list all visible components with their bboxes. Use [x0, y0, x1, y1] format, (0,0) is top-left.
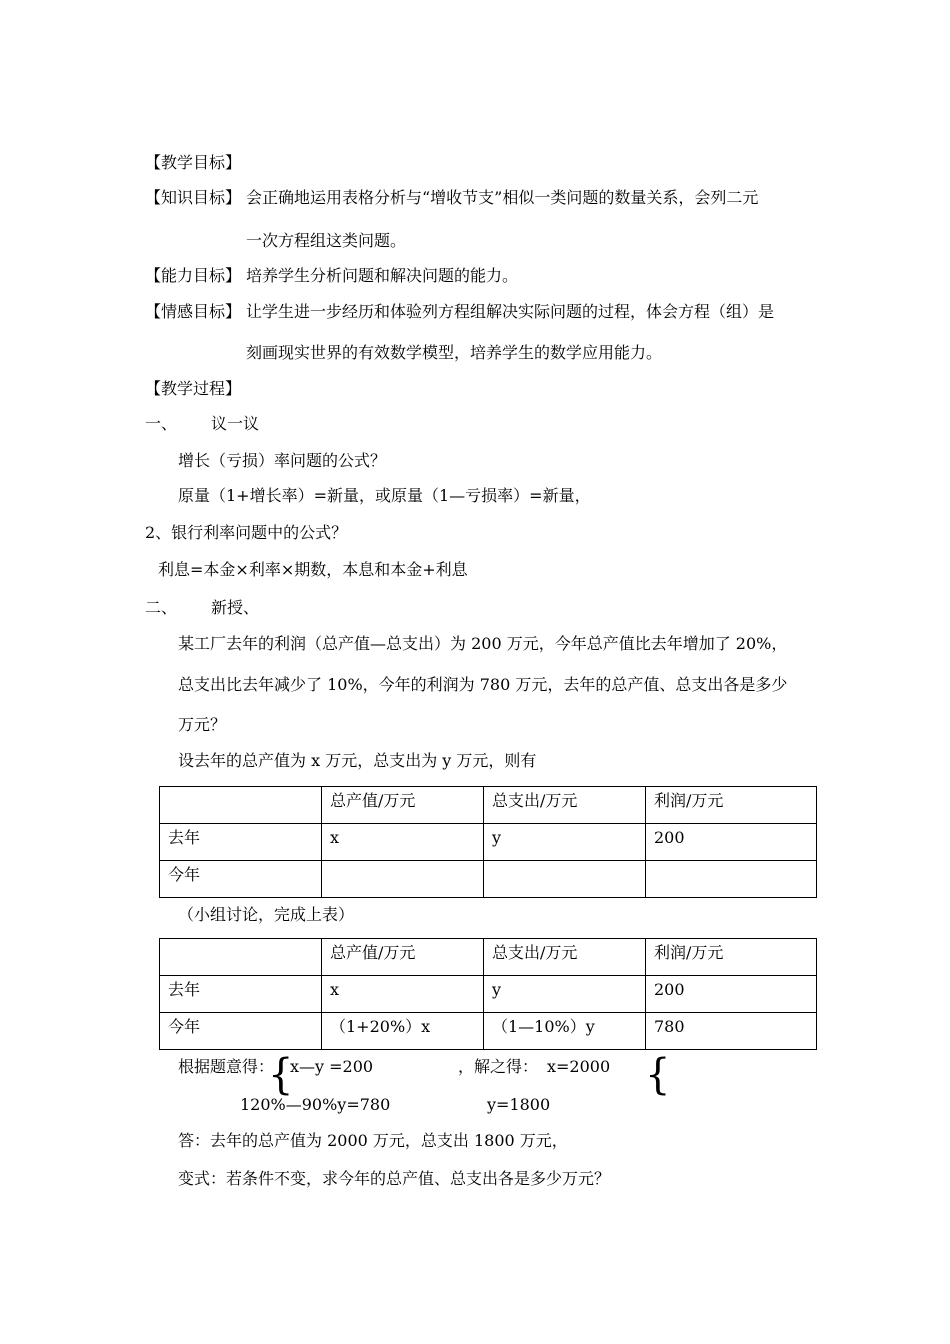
emotion-goal-text-line1: 让学生进一步经历和体验列方程组解决实际问题的过程，体会方程（组）是: [246, 302, 775, 321]
table-cell: y: [484, 976, 646, 1013]
solve-label: ，解之得：: [458, 1057, 539, 1076]
table-cell: [160, 787, 322, 824]
left-brace-icon: {: [268, 1050, 294, 1100]
table-cell: [322, 861, 484, 898]
section2-title: 新授、: [211, 598, 260, 617]
growth-rate-question: 增长（亏损）率问题的公式？: [178, 451, 387, 470]
table-cell: （1—10%）y: [484, 1013, 646, 1050]
table-cell: [646, 861, 817, 898]
emotion-goal-text-line2: 刻画现实世界的有效数学模型，培养学生的数学应用能力。: [246, 343, 663, 362]
answer-text: 答：去年的总产值为 2000 万元，总支出 1800 万元，: [178, 1131, 568, 1150]
table-cell: 去年: [160, 824, 322, 861]
equation-2: 120%—90%y=780: [240, 1095, 391, 1114]
ability-goal-label: 【能力目标】: [145, 266, 242, 285]
solution-x: x=2000: [547, 1057, 611, 1076]
growth-rate-formula: 原量（1+增长率）=新量，或原量（1—亏损率）=新量，: [178, 486, 591, 505]
knowledge-goal-label: 【知识目标】: [145, 188, 242, 207]
table-cell: [160, 939, 322, 976]
problem-text-line1: 某工厂去年的利润（总产值—总支出）为 200 万元，今年总产值比去年增加了 20%，: [178, 634, 788, 653]
table-header-cell: 总支出/万元: [484, 787, 646, 824]
section1-number: 一、: [145, 414, 178, 433]
problem-text-line3: 万元？: [178, 715, 227, 734]
table-cell: 200: [646, 824, 817, 861]
analysis-table-filled: [159, 938, 817, 1050]
variable-setup: 设去年的总产值为 x 万元，总支出为 y 万元，则有: [178, 751, 537, 770]
table-cell: [484, 861, 646, 898]
left-brace-icon: {: [645, 1050, 671, 1100]
table-cell: 780: [646, 1013, 817, 1050]
table-row: [160, 861, 817, 898]
table-cell: 去年: [160, 976, 322, 1013]
table-header-row: [160, 787, 817, 824]
table-cell: 200: [646, 976, 817, 1013]
problem-text-line2: 总支出比去年减少了 10%，今年的利润为 780 万元，去年的总产值、总支出各是多少: [178, 675, 788, 694]
teaching-goals-heading: 【教学目标】: [145, 153, 242, 172]
table-cell: x: [322, 976, 484, 1013]
equation-1: x—y =200: [290, 1057, 374, 1076]
table-header-cell: 总支出/万元: [484, 939, 646, 976]
table-cell: （1+20%）x: [322, 1013, 484, 1050]
knowledge-goal-text-line1: 会正确地运用表格分析与“增收节支”相似一类问题的数量关系，会列二元: [246, 188, 759, 207]
table-header-cell: 总产值/万元: [322, 787, 484, 824]
table-row: [160, 1013, 817, 1050]
interest-formula: 利息=本金×利率×期数，本息和本金+利息: [158, 560, 468, 579]
table-header-row: [160, 939, 817, 976]
solution-label: 根据题意得：: [178, 1057, 275, 1076]
interest-question: 2、银行利率问题中的公式？: [145, 523, 348, 542]
emotion-goal-label: 【情感目标】: [145, 302, 242, 321]
section1-title: 议一议: [211, 414, 260, 433]
table-cell: x: [322, 824, 484, 861]
table-cell: y: [484, 824, 646, 861]
solution-y: y=1800: [487, 1095, 551, 1114]
table-header-cell: 总产值/万元: [322, 939, 484, 976]
table-header-cell: 利润/万元: [646, 939, 817, 976]
teaching-process-heading: 【教学过程】: [145, 379, 242, 398]
table-row: [160, 824, 817, 861]
table-cell: 今年: [160, 861, 322, 898]
table-cell: 今年: [160, 1013, 322, 1050]
ability-goal-text: 培养学生分析问题和解决问题的能力。: [246, 266, 519, 285]
table-row: [160, 976, 817, 1013]
section2-number: 二、: [145, 598, 178, 617]
knowledge-goal-text-line2: 一次方程组这类问题。: [246, 231, 407, 250]
table-header-cell: 利润/万元: [646, 787, 817, 824]
variant-question: 变式：若条件不变，求今年的总产值、总支出各是多少万元？: [178, 1169, 611, 1188]
discussion-note: （小组讨论，完成上表）: [178, 905, 355, 924]
analysis-table-blank: [159, 786, 817, 898]
